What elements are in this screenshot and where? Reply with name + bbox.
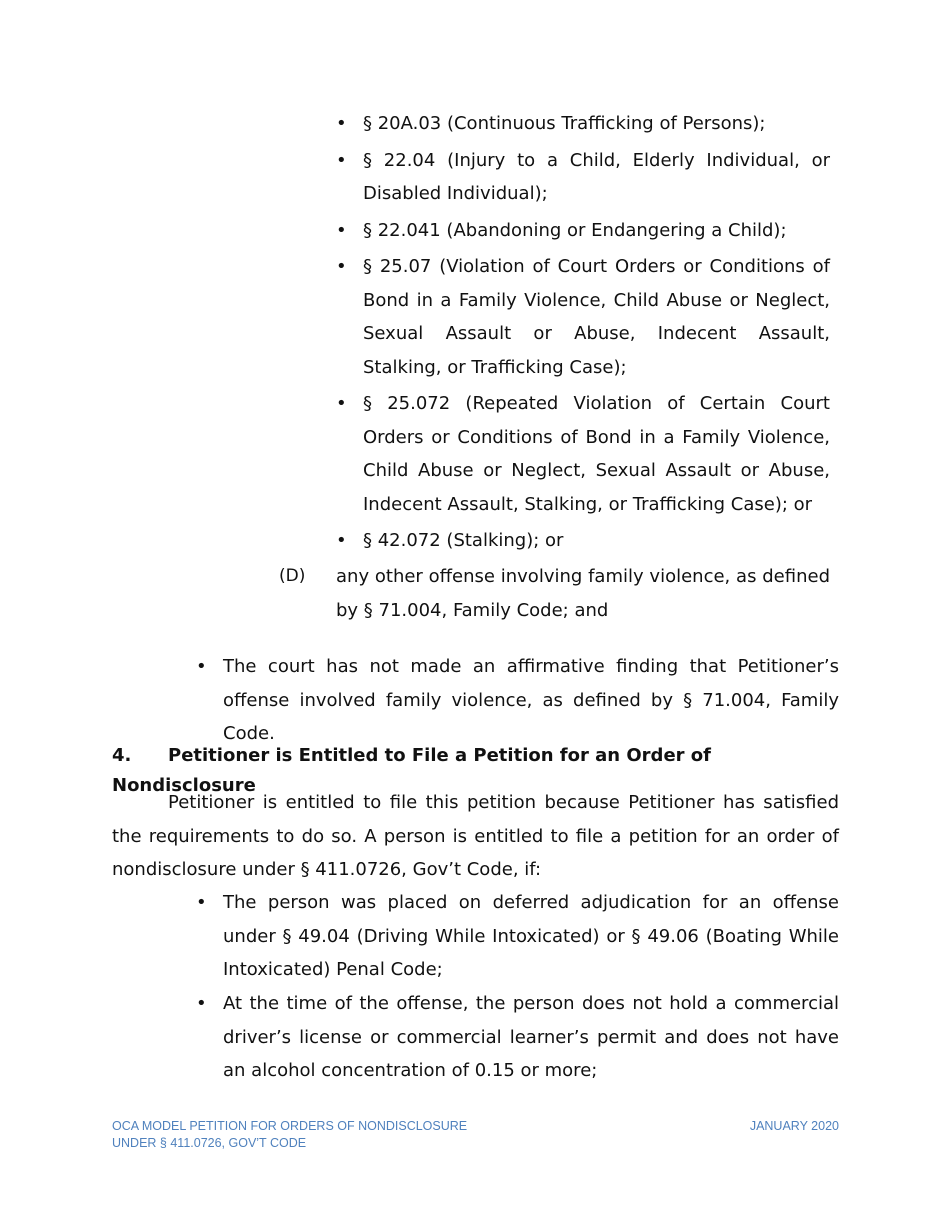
bullet-text: At the time of the offense, the person does not hold a commercial driver’s license or commercial learner’s permit and does not have an alcohol concentration of 0.15 or more; bbox=[223, 993, 839, 1081]
list-item bbox=[336, 107, 830, 141]
footer-document-title bbox=[112, 1118, 467, 1152]
bullet-icon: • bbox=[196, 656, 207, 677]
bullet-icon: • bbox=[196, 892, 207, 913]
bullet-icon: • bbox=[336, 256, 347, 277]
statute-bullet-list bbox=[336, 107, 830, 561]
list-item-text: § 22.041 (Abandoning or Endangering a Child); bbox=[363, 219, 787, 241]
footer-title-line: UNDER § 411.0726, GOV’T CODE bbox=[112, 1136, 307, 1150]
list-item-text: § 22.04 (Injury to a Child, Elderly Individual, or Disabled Individual); bbox=[363, 149, 830, 204]
bullet-icon: • bbox=[336, 530, 347, 551]
bullet-icon: • bbox=[336, 149, 347, 171]
footer-title-line: OCA MODEL PETITION FOR ORDERS OF NONDISCLOSURE bbox=[112, 1119, 468, 1133]
item-text: any other offense involving family violence, as defined by § 71.004, Family Code; and bbox=[336, 566, 830, 621]
list-item bbox=[336, 250, 830, 384]
bullet-icon: • bbox=[336, 113, 347, 134]
bullet-icon: • bbox=[196, 993, 207, 1014]
list-item bbox=[336, 387, 830, 521]
bullet-text: The person was placed on deferred adjudication for an offense under § 49.04 (Driving While Intoxicated) or § 49.06 (Boating While Intoxicated) Penal Code; bbox=[223, 892, 839, 980]
body-paragraph: Petitioner is entitled to file this petition because Petitioner has satisfied the requirements to do so. A person is entitled to file a petition for an order of nondisclosure under § 411.0726, Gov’t Code, if: bbox=[112, 792, 839, 880]
item-marker: (D) bbox=[279, 566, 306, 586]
list-item bbox=[336, 214, 830, 248]
bullet-text: The court has not made an affirmative finding that Petitioner’s offense involved family violence, as defined by § 71.004, Family Code. bbox=[223, 656, 839, 744]
footer-date: JANUARY 2020 bbox=[749, 1119, 839, 1133]
list-item bbox=[336, 144, 830, 211]
list-item-text: § 25.072 (Repeated Violation of Certain Court Orders or Conditions of Bond in a Family Violence, Child Abuse or Neglect, Sexual Assault or Abuse, Indecent Assault, Stalking, or Trafficking Case); or bbox=[363, 393, 830, 515]
family-violence-finding-bullet bbox=[196, 650, 839, 751]
bullet-icon: • bbox=[336, 219, 347, 241]
requirement-bullet bbox=[196, 987, 839, 1088]
requirement-bullet bbox=[196, 886, 839, 987]
list-item bbox=[336, 524, 830, 558]
bullet-icon: • bbox=[336, 393, 347, 414]
list-item-text: § 25.07 (Violation of Court Orders or Conditions of Bond in a Family Violence, Child Abuse or Neglect, Sexual Assault or Abuse, Indecent Assault, Stalking, or Trafficking Case); bbox=[363, 256, 830, 378]
enumerated-item-d bbox=[279, 560, 830, 627]
list-item-text: § 20A.03 (Continuous Trafficking of Persons); bbox=[363, 113, 766, 134]
section-title: Petitioner is Entitled to File a Petition for an Order of Nondisclosure bbox=[112, 745, 711, 796]
list-item-text: § 42.072 (Stalking); or bbox=[363, 530, 564, 551]
section-number: 4. bbox=[112, 745, 132, 766]
